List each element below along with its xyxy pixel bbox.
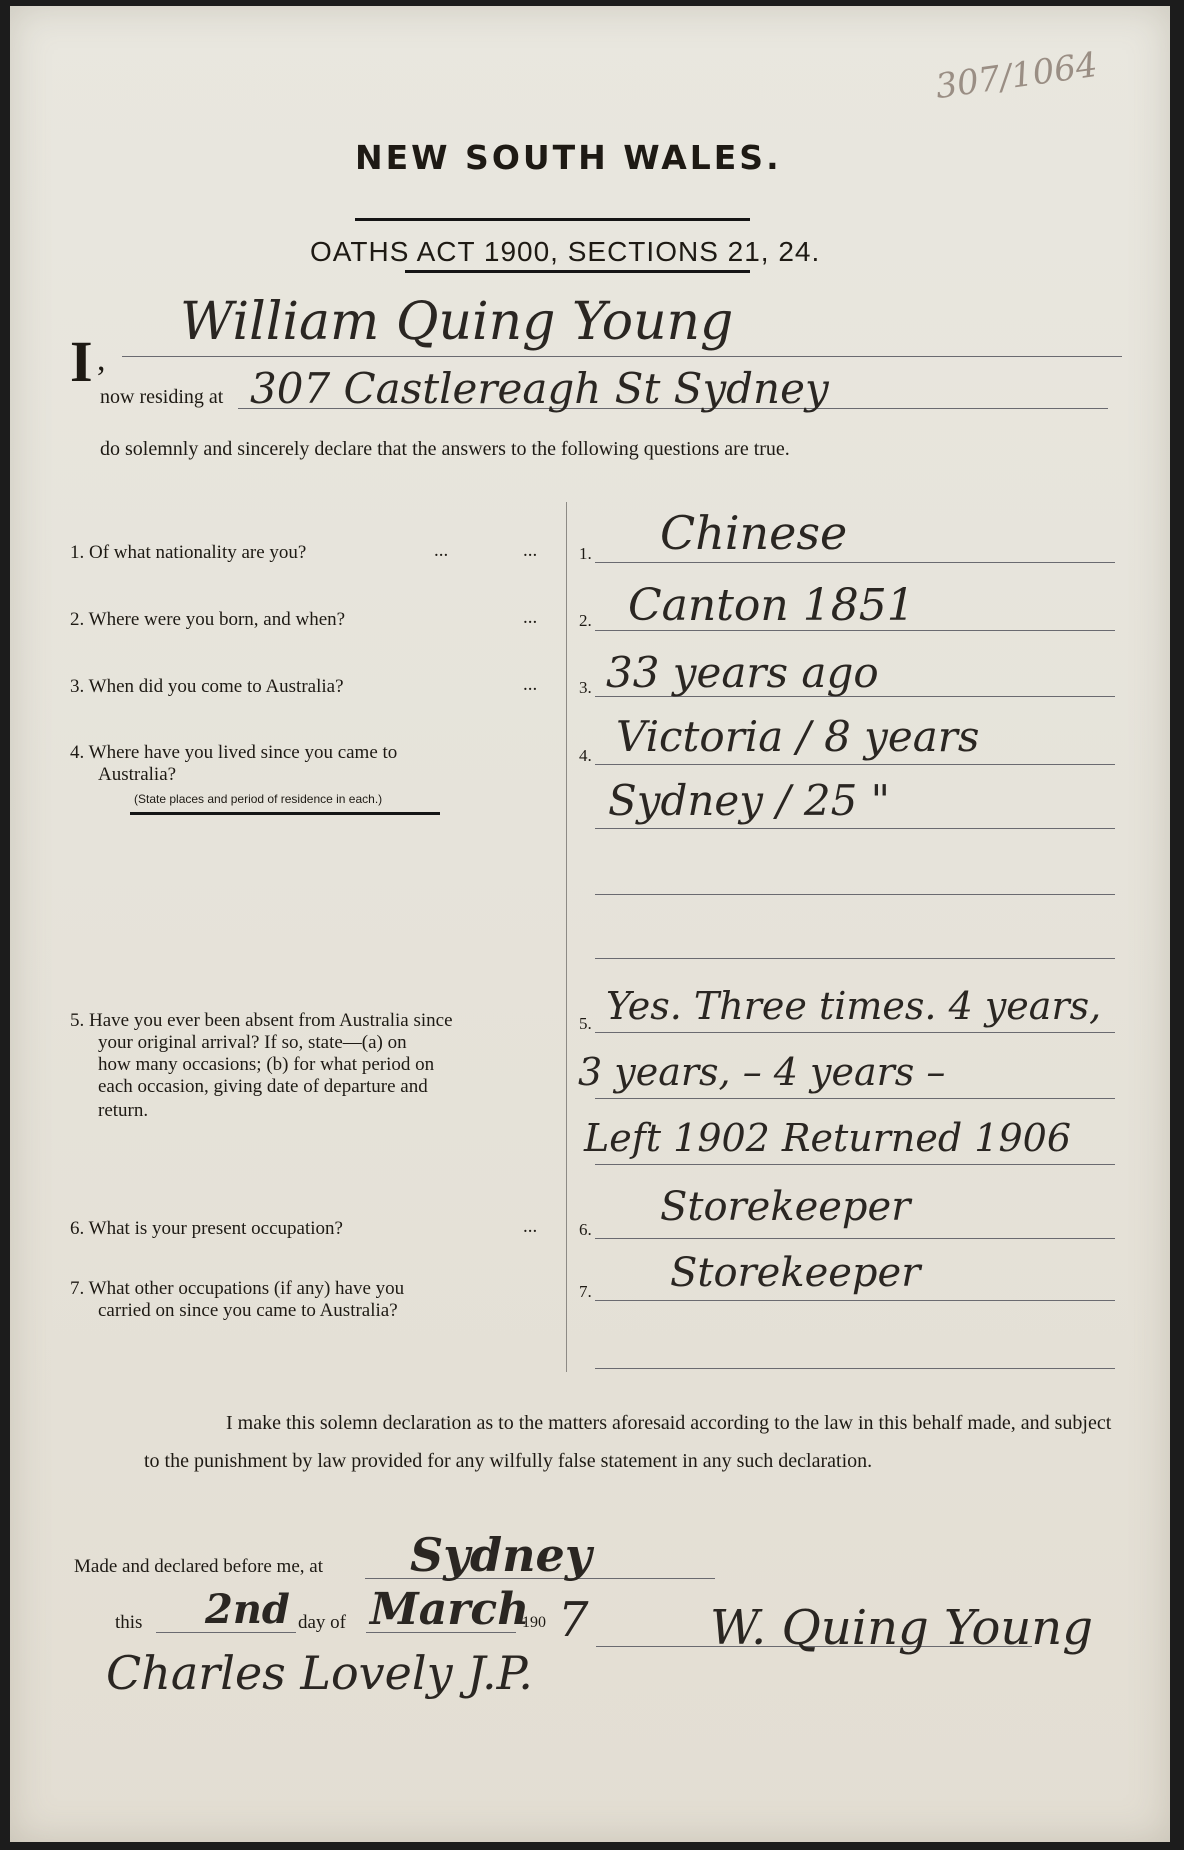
question-1: 1. Of what nationality are you? bbox=[70, 542, 307, 563]
question-4-line-1: 4. Where have you lived since you came to bbox=[70, 742, 398, 763]
question-5-line-2: your original arrival? If so, state—(a) on bbox=[98, 1032, 407, 1053]
question-4-note: (State places and period of residence in each.) bbox=[134, 792, 383, 806]
question-1-dots: ... bbox=[434, 540, 449, 561]
question-4-note-rule bbox=[130, 812, 440, 815]
reference-number: 307/1064 bbox=[933, 44, 1100, 108]
answer-6-line bbox=[595, 1238, 1115, 1239]
column-divider bbox=[566, 502, 567, 1372]
declarant-prefix: I bbox=[70, 329, 93, 394]
answer-5-value-line-3: Left 1902 Returned 1906 bbox=[584, 1116, 1072, 1160]
answer-1-number: 1. bbox=[579, 544, 592, 563]
this-label: this bbox=[115, 1612, 143, 1633]
question-4-line-2: Australia? bbox=[98, 764, 177, 785]
question-5-line-3: how many occasions; (b) for what period on bbox=[98, 1054, 435, 1075]
answer-4-value-line-1: Victoria / 8 years bbox=[616, 712, 980, 761]
declared-day: 2nd bbox=[205, 1586, 290, 1633]
address-value: 307 Castlereagh St Sydney bbox=[250, 364, 829, 413]
answer-5-number: 5. bbox=[579, 1014, 592, 1033]
residing-label: now residing at bbox=[100, 386, 224, 408]
name-line bbox=[122, 356, 1122, 357]
declaration-form bbox=[10, 6, 1170, 1842]
question-1-dots-2: ... bbox=[523, 540, 538, 561]
solemn-declaration bbox=[144, 1404, 1124, 1480]
heading-rule-top bbox=[355, 218, 750, 221]
declarant-name: William Quing Young bbox=[180, 292, 734, 352]
day-of-label: day of bbox=[298, 1612, 347, 1633]
answer-5-line-3 bbox=[595, 1164, 1115, 1165]
question-3-dots: ... bbox=[523, 674, 538, 695]
question-6-dots: ... bbox=[523, 1216, 538, 1237]
answer-7-number: 7. bbox=[579, 1282, 592, 1301]
answer-1-value: Chinese bbox=[660, 506, 848, 560]
form-heading: NEW SOUTH WALES. bbox=[355, 138, 782, 177]
answer-4-line-3 bbox=[595, 894, 1115, 895]
answer-6-number: 6. bbox=[579, 1220, 592, 1239]
question-7-line-1: 7. What other occupations (if any) have you bbox=[70, 1278, 405, 1299]
answer-7-value: Storekeeper bbox=[670, 1250, 921, 1296]
answer-7-line-1 bbox=[595, 1300, 1115, 1301]
declared-place: Sydney bbox=[410, 1528, 592, 1582]
answer-2-number: 2. bbox=[579, 611, 592, 630]
declarant-comma: , bbox=[97, 341, 106, 378]
witness-signature: Charles Lovely J.P. bbox=[106, 1646, 533, 1700]
answer-5-line-2 bbox=[595, 1098, 1115, 1099]
answer-4-line-4 bbox=[595, 958, 1115, 959]
year-digit: 7 bbox=[558, 1592, 589, 1648]
question-6: 6. What is your present occupation? bbox=[70, 1218, 343, 1239]
answer-5-line-1 bbox=[595, 1032, 1115, 1033]
answer-3-value: 33 years ago bbox=[606, 648, 879, 697]
answer-4-line-2 bbox=[595, 828, 1115, 829]
solemn-declaration-text: I make this solemn declaration as to the matters aforesaid according to the law in this behalf made, and subject to the punishment by law provided for any wilfully false statement in any such declaration. bbox=[144, 1412, 1112, 1472]
heading-rule-bottom bbox=[405, 270, 750, 273]
year-prefix: 190 bbox=[522, 1614, 546, 1631]
question-3: 3. When did you come to Australia? bbox=[70, 676, 344, 697]
answer-4-line-1 bbox=[595, 764, 1115, 765]
made-declared-label: Made and declared before me, at bbox=[74, 1556, 323, 1577]
answer-6-value: Storekeeper bbox=[660, 1184, 911, 1230]
question-2: 2. Where were you born, and when? bbox=[70, 609, 346, 630]
answer-4-number: 4. bbox=[579, 746, 592, 765]
declarant-signature: W. Quing Young bbox=[710, 1600, 1093, 1656]
declared-month: March bbox=[370, 1584, 530, 1635]
question-2-dots: ... bbox=[523, 607, 538, 628]
answer-3-number: 3. bbox=[579, 678, 592, 697]
question-5-line-5: return. bbox=[98, 1100, 149, 1121]
answer-2-value: Canton 1851 bbox=[628, 580, 915, 631]
answer-5-value-line-2: 3 years, – 4 years – bbox=[578, 1050, 946, 1094]
question-5-line-1: 5. Have you ever been absent from Australia since bbox=[70, 1010, 453, 1031]
question-5-line-4: each occasion, giving date of departure and bbox=[98, 1076, 428, 1097]
answer-5-value-line-1: Yes. Three times. 4 years, bbox=[606, 984, 1102, 1028]
question-7-line-2: carried on since you came to Australia? bbox=[98, 1300, 398, 1321]
declaration-intro: do solemnly and sincerely declare that the answers to the following questions are true. bbox=[100, 438, 790, 460]
answer-4-value-line-2: Sydney / 25 " bbox=[608, 776, 890, 825]
answer-7-line-2 bbox=[595, 1368, 1115, 1369]
answer-1-line bbox=[595, 562, 1115, 563]
form-subheading: OATHS ACT 1900, SECTIONS 21, 24. bbox=[310, 236, 821, 267]
